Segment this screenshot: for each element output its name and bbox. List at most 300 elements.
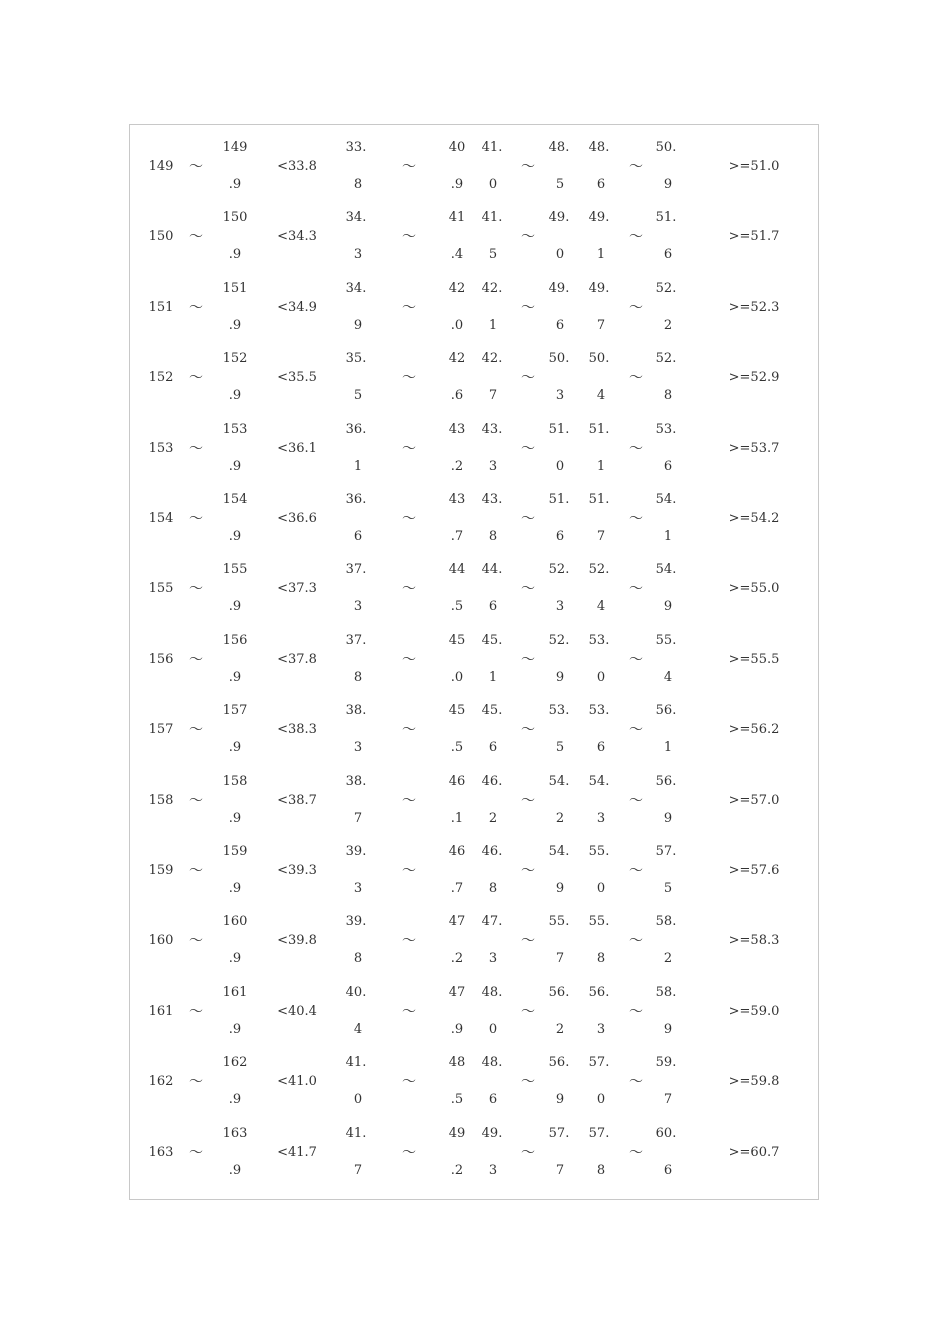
greater-equal-value: >=56.2 [728, 722, 780, 738]
tilde-1: ～ [189, 229, 203, 246]
col-g-lower: 3 [555, 388, 565, 404]
tilde-3: ～ [521, 229, 535, 246]
col-e-lower: .4 [450, 247, 464, 263]
tilde-4: ～ [629, 440, 643, 457]
col-i-lower: 6 [596, 177, 606, 192]
greater-equal-value: >=59.0 [728, 1003, 780, 1019]
col-d-upper: 37. [345, 562, 367, 578]
tilde-1: ～ [189, 863, 203, 879]
tilde-3: ～ [521, 1003, 535, 1020]
height-range-upper: 160 [222, 914, 248, 930]
height-range-upper: 156 [222, 632, 248, 648]
tilde-2: ～ [402, 511, 416, 527]
col-e-upper: 49 [448, 1125, 466, 1141]
col-d-upper: 39. [345, 844, 367, 859]
col-f-lower: 3 [488, 951, 498, 967]
col-j-lower: 9 [663, 810, 673, 826]
tilde-4: ～ [629, 863, 643, 879]
table-row [130, 547, 818, 617]
tilde-1: ～ [189, 440, 203, 457]
col-f-upper: 45. [481, 632, 503, 648]
col-g-upper: 49. [548, 280, 570, 296]
tilde-3: ～ [521, 933, 535, 950]
tilde-1: ～ [189, 1003, 203, 1020]
col-j-lower: 6 [663, 247, 673, 263]
col-j-lower: 4 [663, 669, 673, 685]
tilde-4: ～ [629, 370, 643, 387]
col-i-upper: 53. [588, 703, 610, 719]
tilde-1: ～ [189, 299, 203, 316]
height-value: 163 [148, 1144, 174, 1160]
less-than-value: <38.7 [277, 792, 317, 808]
col-e-lower: .7 [450, 529, 464, 544]
col-j-upper: 55. [655, 632, 677, 648]
tilde-3: ～ [521, 511, 535, 527]
table-row [130, 125, 818, 195]
col-j-lower: 6 [663, 458, 673, 474]
tilde-1: ～ [189, 1144, 203, 1161]
col-e-upper: 46 [448, 773, 466, 789]
table-row [130, 970, 818, 1040]
tilde-4: ～ [629, 1003, 643, 1020]
tilde-3: ～ [521, 159, 535, 175]
greater-equal-value: >=53.7 [728, 440, 780, 456]
tilde-1: ～ [189, 792, 203, 809]
col-f-lower: 8 [488, 881, 498, 896]
height-value: 152 [148, 370, 174, 386]
tilde-1: ～ [189, 1074, 203, 1091]
table-row [130, 1111, 818, 1181]
col-g-upper: 51. [548, 492, 570, 507]
col-i-upper: 55. [588, 914, 610, 930]
col-g-lower: 6 [555, 529, 565, 544]
col-g-upper: 52. [548, 562, 570, 578]
col-j-lower: 8 [663, 388, 673, 404]
col-f-lower: 8 [488, 529, 498, 544]
tilde-4: ～ [629, 792, 643, 809]
col-i-upper: 53. [588, 632, 610, 648]
col-i-upper: 54. [588, 773, 610, 789]
col-e-lower: .5 [450, 1092, 464, 1108]
height-range-upper-decimal: .9 [228, 669, 242, 685]
col-g-upper: 52. [548, 632, 570, 648]
tilde-2: ～ [402, 581, 416, 598]
col-j-upper: 56. [655, 773, 677, 789]
col-f-lower: 3 [488, 1162, 498, 1178]
col-f-upper: 47. [481, 914, 503, 930]
col-i-lower: 3 [596, 810, 606, 826]
tilde-3: ～ [521, 370, 535, 387]
col-j-lower: 1 [663, 529, 673, 544]
col-g-lower: 9 [555, 881, 565, 896]
col-d-lower: 3 [353, 599, 363, 615]
tilde-3: ～ [521, 863, 535, 879]
tilde-2: ～ [402, 1144, 416, 1161]
height-range-upper: 149 [222, 140, 248, 155]
tilde-2: ～ [402, 863, 416, 879]
col-d-lower: 3 [353, 247, 363, 263]
col-g-lower: 3 [555, 599, 565, 615]
col-i-lower: 6 [596, 740, 606, 756]
col-d-lower: 8 [353, 951, 363, 967]
col-i-lower: 4 [596, 599, 606, 615]
col-g-upper: 48. [548, 140, 570, 155]
tilde-3: ～ [521, 299, 535, 316]
col-e-lower: .6 [450, 388, 464, 404]
tilde-4: ～ [629, 1074, 643, 1091]
height-range-upper-decimal: .9 [228, 317, 242, 333]
tilde-2: ～ [402, 1003, 416, 1020]
col-e-lower: .7 [450, 881, 464, 896]
height-range-upper: 162 [222, 1055, 248, 1071]
col-i-upper: 56. [588, 984, 610, 1000]
col-d-upper: 39. [345, 914, 367, 930]
greater-equal-value: >=51.0 [728, 159, 780, 174]
tilde-3: ～ [521, 440, 535, 457]
greater-equal-value: >=52.3 [728, 299, 780, 315]
table-row [130, 266, 818, 336]
col-g-lower: 7 [555, 1162, 565, 1178]
tilde-3: ～ [521, 581, 535, 598]
height-range-upper-decimal: .9 [228, 1092, 242, 1108]
col-f-upper: 41. [481, 210, 503, 226]
col-d-upper: 36. [345, 492, 367, 507]
col-g-lower: 9 [555, 1092, 565, 1108]
col-d-lower: 8 [353, 177, 363, 192]
col-g-lower: 6 [555, 317, 565, 333]
col-e-upper: 45 [448, 703, 466, 719]
less-than-value: <34.3 [277, 229, 317, 245]
greater-equal-value: >=55.0 [728, 581, 780, 597]
col-i-upper: 52. [588, 562, 610, 578]
height-range-upper-decimal: .9 [228, 1162, 242, 1178]
col-e-upper: 47 [448, 984, 466, 1000]
tilde-3: ～ [521, 1144, 535, 1161]
less-than-value: <39.3 [277, 863, 317, 878]
col-d-upper: 33. [345, 140, 367, 155]
col-d-upper: 38. [345, 703, 367, 719]
greater-equal-value: >=59.8 [728, 1074, 780, 1090]
col-e-upper: 40 [448, 140, 466, 155]
col-i-lower: 8 [596, 1162, 606, 1178]
col-j-upper: 58. [655, 914, 677, 930]
col-f-lower: 1 [488, 669, 498, 685]
col-e-upper: 43 [448, 421, 466, 437]
col-j-upper: 59. [655, 1055, 677, 1071]
col-f-upper: 41. [481, 140, 503, 155]
col-g-lower: 7 [555, 951, 565, 967]
less-than-value: <41.0 [277, 1074, 317, 1090]
col-f-lower: 1 [488, 317, 498, 333]
table-row [130, 829, 818, 899]
col-j-lower: 7 [663, 1092, 673, 1108]
height-value: 156 [148, 651, 174, 667]
col-g-upper: 54. [548, 844, 570, 859]
col-g-upper: 56. [548, 984, 570, 1000]
col-j-upper: 53. [655, 421, 677, 437]
height-range-upper-decimal: .9 [228, 247, 242, 263]
table-row [130, 477, 818, 547]
greater-equal-value: >=57.0 [728, 792, 780, 808]
col-f-upper: 48. [481, 1055, 503, 1071]
height-range-upper: 150 [222, 210, 248, 226]
col-i-upper: 50. [588, 351, 610, 367]
col-i-upper: 55. [588, 844, 610, 859]
col-d-lower: 1 [353, 458, 363, 474]
col-j-lower: 2 [663, 317, 673, 333]
col-i-upper: 57. [588, 1055, 610, 1071]
col-g-lower: 0 [555, 458, 565, 474]
height-range-upper-decimal: .9 [228, 529, 242, 544]
col-e-lower: .2 [450, 1162, 464, 1178]
col-j-upper: 57. [655, 844, 677, 859]
tilde-2: ～ [402, 370, 416, 387]
height-range-upper: 154 [222, 492, 248, 507]
height-range-upper-decimal: .9 [228, 388, 242, 404]
col-e-upper: 46 [448, 844, 466, 859]
col-g-upper: 50. [548, 351, 570, 367]
col-j-lower: 9 [663, 1021, 673, 1037]
col-f-upper: 44. [481, 562, 503, 578]
col-d-upper: 37. [345, 632, 367, 648]
col-e-upper: 42 [448, 351, 466, 367]
height-value: 155 [148, 581, 174, 597]
table-row [130, 1040, 818, 1110]
tilde-2: ～ [402, 792, 416, 809]
col-e-upper: 48 [448, 1055, 466, 1071]
height-range-upper: 152 [222, 351, 248, 367]
height-value: 149 [148, 159, 174, 174]
less-than-value: <33.8 [277, 159, 317, 174]
col-d-lower: 9 [353, 317, 363, 333]
tilde-3: ～ [521, 651, 535, 668]
col-j-upper: 54. [655, 492, 677, 507]
col-e-lower: .5 [450, 599, 464, 615]
tilde-1: ～ [189, 722, 203, 739]
greater-equal-value: >=55.5 [728, 651, 780, 667]
height-range-upper: 157 [222, 703, 248, 719]
col-j-upper: 56. [655, 703, 677, 719]
col-d-upper: 34. [345, 280, 367, 296]
col-j-upper: 50. [655, 140, 677, 155]
col-i-upper: 49. [588, 210, 610, 226]
height-value: 158 [148, 792, 174, 808]
col-d-upper: 38. [345, 773, 367, 789]
greater-equal-value: >=57.6 [728, 863, 780, 878]
col-i-lower: 0 [596, 881, 606, 896]
col-d-lower: 8 [353, 669, 363, 685]
col-e-lower: .5 [450, 740, 464, 756]
col-e-lower: .2 [450, 951, 464, 967]
col-g-upper: 57. [548, 1125, 570, 1141]
tilde-2: ～ [402, 1074, 416, 1091]
less-than-value: <36.6 [277, 511, 317, 526]
col-i-lower: 0 [596, 669, 606, 685]
height-value: 161 [148, 1003, 174, 1019]
tilde-2: ～ [402, 299, 416, 316]
height-value: 154 [148, 511, 174, 526]
col-f-upper: 42. [481, 351, 503, 367]
height-range-upper-decimal: .9 [228, 881, 242, 896]
col-f-upper: 43. [481, 421, 503, 437]
col-i-upper: 48. [588, 140, 610, 155]
col-e-lower: .0 [450, 669, 464, 685]
col-e-upper: 42 [448, 280, 466, 296]
col-d-lower: 3 [353, 740, 363, 756]
less-than-value: <35.5 [277, 370, 317, 386]
col-d-lower: 3 [353, 881, 363, 896]
tilde-4: ～ [629, 299, 643, 316]
table-row [130, 759, 818, 829]
col-i-upper: 49. [588, 280, 610, 296]
col-d-upper: 41. [345, 1055, 367, 1071]
col-g-upper: 53. [548, 703, 570, 719]
col-i-lower: 0 [596, 1092, 606, 1108]
col-f-lower: 3 [488, 458, 498, 474]
tilde-4: ～ [629, 511, 643, 527]
height-range-upper: 158 [222, 773, 248, 789]
less-than-value: <39.8 [277, 933, 317, 949]
col-f-lower: 6 [488, 1092, 498, 1108]
height-range-upper-decimal: .9 [228, 177, 242, 192]
col-i-lower: 1 [596, 458, 606, 474]
col-j-upper: 52. [655, 280, 677, 296]
col-e-lower: .2 [450, 458, 464, 474]
col-g-lower: 0 [555, 247, 565, 263]
tilde-3: ～ [521, 722, 535, 739]
less-than-value: <37.8 [277, 651, 317, 667]
table-row [130, 195, 818, 265]
less-than-value: <36.1 [277, 440, 317, 456]
table-row [130, 336, 818, 406]
tilde-2: ～ [402, 159, 416, 175]
col-g-lower: 5 [555, 177, 565, 192]
col-f-upper: 46. [481, 773, 503, 789]
height-range-upper-decimal: .9 [228, 740, 242, 756]
col-d-lower: 6 [353, 529, 363, 544]
height-range-upper: 161 [222, 984, 248, 1000]
height-value: 151 [148, 299, 174, 315]
height-value: 157 [148, 722, 174, 738]
col-g-lower: 5 [555, 740, 565, 756]
col-d-lower: 7 [353, 810, 363, 826]
col-d-upper: 40. [345, 984, 367, 1000]
col-d-upper: 36. [345, 421, 367, 437]
less-than-value: <41.7 [277, 1144, 317, 1160]
tilde-4: ～ [629, 159, 643, 175]
col-i-lower: 7 [596, 529, 606, 544]
col-e-lower: .1 [450, 810, 464, 826]
col-g-upper: 51. [548, 421, 570, 437]
tilde-4: ～ [629, 581, 643, 598]
col-d-upper: 41. [345, 1125, 367, 1141]
table-row [130, 899, 818, 969]
tilde-2: ～ [402, 933, 416, 950]
height-range-upper-decimal: .9 [228, 810, 242, 826]
less-than-value: <40.4 [277, 1003, 317, 1019]
greater-equal-value: >=54.2 [728, 511, 780, 526]
col-d-lower: 4 [353, 1021, 363, 1037]
height-range-upper-decimal: .9 [228, 951, 242, 967]
tilde-1: ～ [189, 511, 203, 527]
col-e-lower: .9 [450, 177, 464, 192]
col-e-lower: .9 [450, 1021, 464, 1037]
col-f-upper: 46. [481, 844, 503, 859]
col-d-upper: 35. [345, 351, 367, 367]
col-e-upper: 45 [448, 632, 466, 648]
col-g-lower: 2 [555, 810, 565, 826]
height-value: 159 [148, 863, 174, 878]
col-d-lower: 7 [353, 1162, 363, 1178]
col-i-lower: 3 [596, 1021, 606, 1037]
col-e-lower: .0 [450, 317, 464, 333]
col-j-upper: 60. [655, 1125, 677, 1141]
height-value: 162 [148, 1074, 174, 1090]
col-e-upper: 41 [448, 210, 466, 226]
height-range-upper: 151 [222, 280, 248, 296]
col-i-upper: 57. [588, 1125, 610, 1141]
col-f-upper: 45. [481, 703, 503, 719]
less-than-value: <37.3 [277, 581, 317, 597]
table-row [130, 688, 818, 758]
col-i-upper: 51. [588, 492, 610, 507]
greater-equal-value: >=52.9 [728, 370, 780, 386]
tilde-1: ～ [189, 370, 203, 387]
col-f-upper: 42. [481, 280, 503, 296]
height-value: 153 [148, 440, 174, 456]
col-f-upper: 48. [481, 984, 503, 1000]
greater-equal-value: >=51.7 [728, 229, 780, 245]
col-j-lower: 1 [663, 740, 673, 756]
col-i-lower: 7 [596, 317, 606, 333]
height-range-upper: 153 [222, 421, 248, 437]
tilde-4: ～ [629, 1144, 643, 1161]
col-g-upper: 49. [548, 210, 570, 226]
tilde-4: ～ [629, 651, 643, 668]
col-j-upper: 54. [655, 562, 677, 578]
height-value: 160 [148, 933, 174, 949]
tilde-2: ～ [402, 651, 416, 668]
tilde-3: ～ [521, 1074, 535, 1091]
tilde-2: ～ [402, 229, 416, 246]
col-g-upper: 56. [548, 1055, 570, 1071]
tilde-1: ～ [189, 159, 203, 175]
col-j-lower: 9 [663, 599, 673, 615]
height-range-upper: 159 [222, 844, 248, 859]
col-i-lower: 4 [596, 388, 606, 404]
col-g-upper: 55. [548, 914, 570, 930]
tilde-4: ～ [629, 722, 643, 739]
table-row [130, 407, 818, 477]
col-j-lower: 5 [663, 881, 673, 896]
tilde-2: ～ [402, 440, 416, 457]
col-f-lower: 2 [488, 810, 498, 826]
height-value: 150 [148, 229, 174, 245]
col-f-lower: 0 [488, 177, 498, 192]
tilde-2: ～ [402, 722, 416, 739]
col-f-lower: 7 [488, 388, 498, 404]
col-j-lower: 6 [663, 1162, 673, 1178]
greater-equal-value: >=60.7 [728, 1144, 780, 1160]
table-frame [129, 124, 819, 1200]
col-j-lower: 9 [663, 177, 673, 192]
greater-equal-value: >=58.3 [728, 933, 780, 949]
col-f-upper: 43. [481, 492, 503, 507]
height-range-upper: 155 [222, 562, 248, 578]
tilde-4: ～ [629, 229, 643, 246]
height-range-upper: 163 [222, 1125, 248, 1141]
tilde-1: ～ [189, 933, 203, 950]
